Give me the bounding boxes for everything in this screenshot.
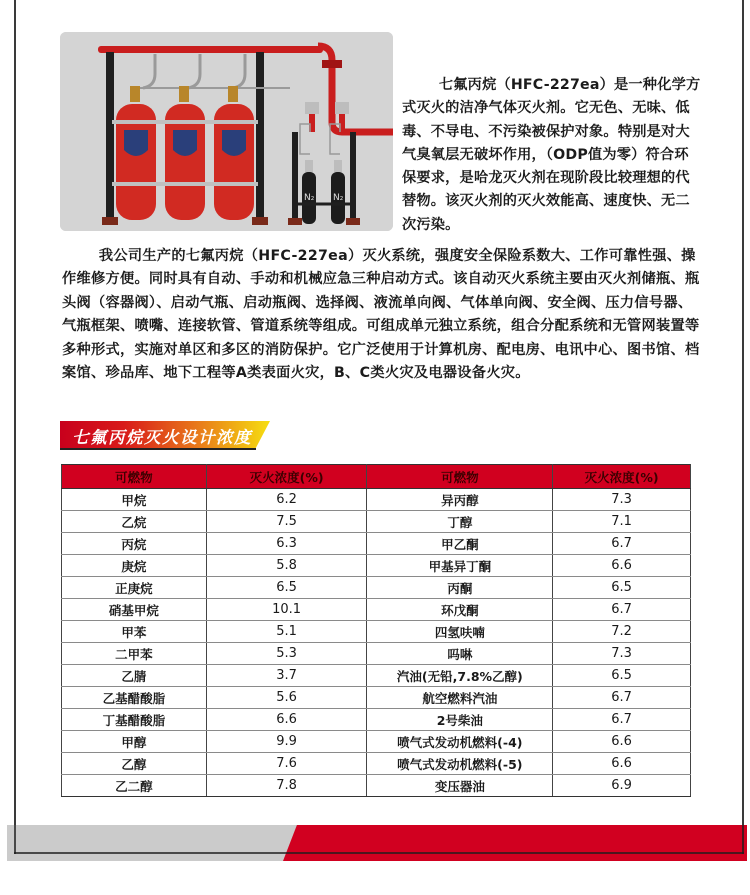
combustible-cell: 硝基甲烷 bbox=[62, 599, 207, 621]
description-text bbox=[62, 245, 702, 385]
concentration-cell: 6.2 bbox=[206, 489, 367, 511]
combustible-cell: 甲烷 bbox=[62, 489, 207, 511]
combustible-cell: 丁基醋酸脂 bbox=[62, 709, 207, 731]
table-row bbox=[62, 577, 691, 599]
concentration-cell: 6.7 bbox=[553, 533, 691, 555]
concentration-cell: 6.5 bbox=[206, 577, 367, 599]
concentration-cell: 7.3 bbox=[553, 489, 691, 511]
combustible-cell: 甲乙酮 bbox=[367, 533, 553, 555]
table-row bbox=[62, 731, 691, 753]
header-combustible-1: 可燃物 bbox=[62, 465, 207, 489]
table-row bbox=[62, 533, 691, 555]
combustible-cell: 庚烷 bbox=[62, 555, 207, 577]
concentration-cell: 6.9 bbox=[553, 775, 691, 797]
table-row bbox=[62, 621, 691, 643]
concentration-table bbox=[61, 464, 691, 797]
table-row bbox=[62, 709, 691, 731]
combustible-cell: 正庚烷 bbox=[62, 577, 207, 599]
combustible-cell: 变压器油 bbox=[367, 775, 553, 797]
combustible-cell: 乙基醋酸脂 bbox=[62, 687, 207, 709]
table-row bbox=[62, 599, 691, 621]
table-row bbox=[62, 687, 691, 709]
svg-text:N₂: N₂ bbox=[333, 193, 344, 203]
fire-suppression-system-image bbox=[60, 32, 393, 231]
intro-paragraph: 七氟丙烷（HFC-227ea）是一种化学方式灭火的洁净气体灭火剂。它无色、无味、低毒、不导电、不污染被保护对象。特别是对大气臭氧层无破坏作用，（ODP值为零）符合环保要求，是哈龙灭火剂在现阶段比较理想的代替物。该灭火剂的灭火效能高、速度快、无二次污染。 bbox=[402, 77, 701, 233]
combustible-cell: 甲醇 bbox=[62, 731, 207, 753]
section-title: 七氟丙烷灭火设计浓度 bbox=[72, 428, 252, 447]
concentration-cell: 6.6 bbox=[553, 731, 691, 753]
combustible-cell: 甲基异丁酮 bbox=[367, 555, 553, 577]
combustible-cell: 甲苯 bbox=[62, 621, 207, 643]
combustible-cell: 乙二醇 bbox=[62, 775, 207, 797]
combustible-cell: 航空燃料汽油 bbox=[367, 687, 553, 709]
svg-text:N₂: N₂ bbox=[304, 193, 315, 203]
combustible-cell: 喷气式发动机燃料(-5) bbox=[367, 753, 553, 775]
concentration-cell: 6.6 bbox=[553, 555, 691, 577]
combustible-cell: 丙烷 bbox=[62, 533, 207, 555]
concentration-cell: 6.6 bbox=[553, 753, 691, 775]
table-row bbox=[62, 555, 691, 577]
concentration-cell: 5.6 bbox=[206, 687, 367, 709]
table-row bbox=[62, 775, 691, 797]
combustible-cell: 二甲苯 bbox=[62, 643, 207, 665]
combustible-cell: 乙醇 bbox=[62, 753, 207, 775]
combustible-cell: 异丙醇 bbox=[367, 489, 553, 511]
intro-text bbox=[402, 74, 702, 237]
combustible-cell: 丙酮 bbox=[367, 577, 553, 599]
combustible-cell: 四氢呋喃 bbox=[367, 621, 553, 643]
concentration-cell: 7.8 bbox=[206, 775, 367, 797]
concentration-cell: 9.9 bbox=[206, 731, 367, 753]
description-paragraph: 我公司生产的七氟丙烷（HFC-227ea）灭火系统，强度安全保险系数大、工作可靠性强、操作维修方便。同时具有自动、手动和机械应急三种启动方式。该自动灭火系统主要由灭火剂储瓶、瓶头阀（容器阀）、启动气瓶、启动瓶阀、选择阀、液流单向阀、气体单向阀、安全阀、压力信号器、气瓶框架、喷嘴、连接软管、管道系统等组成。可组成单元独立系统，组合分配系统和无管网装置等多种形式，实施对单区和多区的消防保护。它广泛使用于计算机房、配电房、电讯中心、图书馆、档案馆、珍品库、地下工程等A类表面火灾，B、C类火灾及电器设备火灾。 bbox=[62, 248, 700, 382]
concentration-cell: 3.7 bbox=[206, 665, 367, 687]
combustible-cell: 丁醇 bbox=[367, 511, 553, 533]
combustible-cell: 环戊酮 bbox=[367, 599, 553, 621]
concentration-cell: 6.6 bbox=[206, 709, 367, 731]
header-concentration-2: 灭火浓度(%) bbox=[553, 465, 691, 489]
concentration-cell: 6.3 bbox=[206, 533, 367, 555]
header-concentration-1: 灭火浓度(%) bbox=[206, 465, 367, 489]
combustible-cell: 喷气式发动机燃料(-4) bbox=[367, 731, 553, 753]
concentration-cell: 6.7 bbox=[553, 709, 691, 731]
footer-red-stripe bbox=[283, 825, 747, 861]
concentration-cell: 5.8 bbox=[206, 555, 367, 577]
table-header-row bbox=[62, 465, 691, 489]
header-combustible-2: 可燃物 bbox=[367, 465, 553, 489]
concentration-cell: 5.3 bbox=[206, 643, 367, 665]
table-row bbox=[62, 511, 691, 533]
footer-gray-stripe bbox=[7, 825, 297, 861]
frame-edge-left bbox=[14, 825, 16, 854]
table-row bbox=[62, 665, 691, 687]
concentration-cell: 7.1 bbox=[553, 511, 691, 533]
concentration-cell: 7.2 bbox=[553, 621, 691, 643]
concentration-cell: 6.5 bbox=[553, 577, 691, 599]
combustible-cell: 吗啉 bbox=[367, 643, 553, 665]
table-row bbox=[62, 489, 691, 511]
combustible-cell: 乙烷 bbox=[62, 511, 207, 533]
frame-edge-right bbox=[742, 825, 744, 854]
section-banner bbox=[60, 421, 270, 449]
concentration-cell: 7.5 bbox=[206, 511, 367, 533]
concentration-cell: 6.7 bbox=[553, 599, 691, 621]
combustible-cell: 2号柴油 bbox=[367, 709, 553, 731]
frame-bottom-edge bbox=[14, 852, 744, 854]
concentration-cell: 7.3 bbox=[553, 643, 691, 665]
concentration-cell: 10.1 bbox=[206, 599, 367, 621]
product-photo bbox=[60, 32, 393, 231]
concentration-cell: 6.5 bbox=[553, 665, 691, 687]
banner-underline bbox=[60, 448, 256, 450]
table-row bbox=[62, 753, 691, 775]
combustible-cell: 汽油(无铅,7.8%乙醇) bbox=[367, 665, 553, 687]
concentration-cell: 5.1 bbox=[206, 621, 367, 643]
concentration-cell: 6.7 bbox=[553, 687, 691, 709]
table-row bbox=[62, 643, 691, 665]
combustible-cell: 乙腈 bbox=[62, 665, 207, 687]
concentration-cell: 7.6 bbox=[206, 753, 367, 775]
